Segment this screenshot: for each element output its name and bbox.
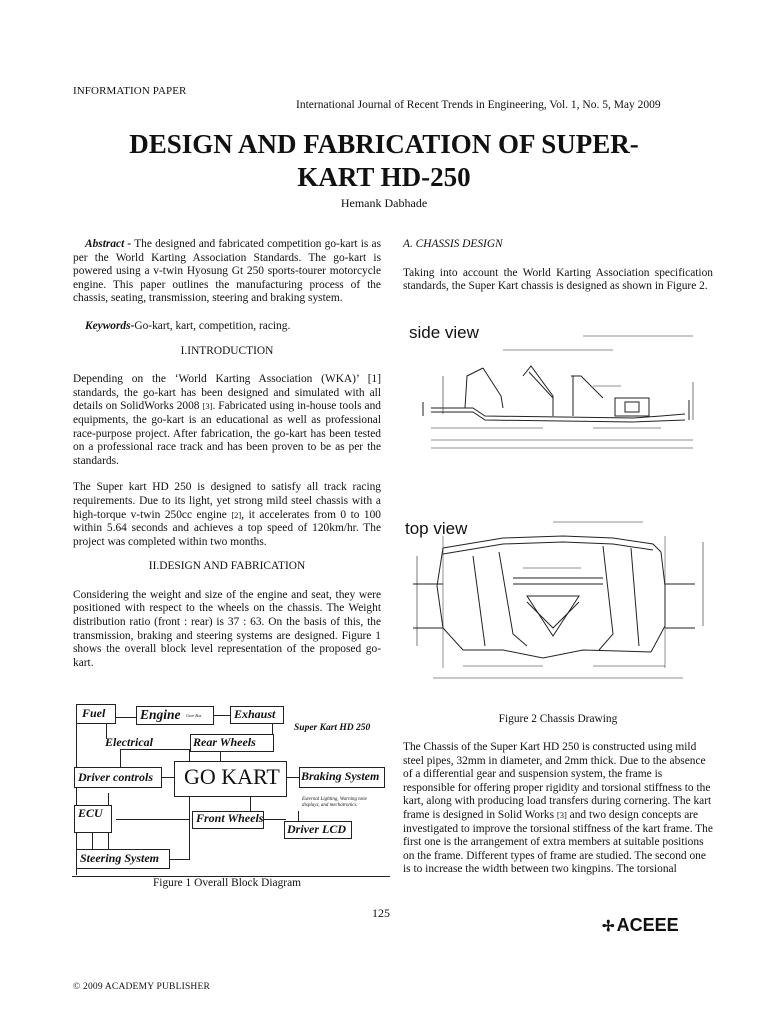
figure1-caption: Figure 1 Overall Block Diagram (152, 877, 302, 889)
connector-line (262, 819, 286, 820)
introduction-heading: I.INTRODUCTION (180, 344, 274, 357)
driver-controls-label: Driver controls (78, 770, 153, 784)
chassis-design-heading: A. CHASSIS DESIGN (403, 238, 503, 250)
engine-label: Engine (140, 707, 181, 722)
driver-lcd-label: Driver LCD (287, 822, 346, 836)
gearbox-label: Gear Box (186, 713, 202, 718)
ecu-label: ECU (78, 806, 103, 820)
go-kart-label: GO KART (184, 764, 280, 789)
rear-wheels-label: Rear Wheels (193, 735, 256, 749)
logo-mark-icon: ✢ (602, 918, 615, 935)
publisher-logo (602, 915, 679, 936)
title-line-1: DESIGN AND FABRICATION OF SUPER- (129, 129, 639, 159)
connector-line (160, 777, 174, 778)
side-view-drawing (409, 323, 693, 448)
design-heading: II.DESIGN AND FABRICATION (148, 560, 306, 573)
chassis-p2-text: The Chassis of the Super Kart HD 250 is constructed using mild steel pipes, 32mm in diameter, and 2mm thick. Due to the absence of a differential gear and suspension system, the frame is responsible for offering proper rigidity and torsional stiffness to the kart, along with producing load transfers during cornering. The kart frame is designed in Solid Works (403, 741, 712, 821)
top-view-drawing (405, 519, 703, 678)
connector-line (116, 819, 190, 820)
chassis-drawing-figure (403, 316, 715, 698)
braking-system-label: Braking System (301, 769, 380, 783)
paper-title (40, 128, 728, 194)
exhaust-label: Exhaust (234, 707, 276, 721)
side-view-label: side view (409, 323, 479, 342)
top-view-label: top view (405, 519, 468, 538)
chassis-paragraph-2 (403, 741, 713, 877)
connector-line (285, 777, 299, 778)
citation-ref: [2] (231, 509, 242, 520)
page-number: 125 (372, 906, 390, 920)
connector-line (120, 749, 121, 769)
left-column (73, 238, 381, 670)
super-kart-label: Super Kart HD 250 (294, 723, 371, 733)
title-line-2: KART HD-250 (297, 162, 471, 192)
front-wheels-label: Front Wheels (196, 811, 264, 825)
journal-reference: International Journal of Recent Trends in Engineering, Vol. 1, No. 5, May 2009 (296, 99, 661, 111)
intro-p2-text-cont: , it accelerates from 0 to 100 within 5.64 seconds and achieves a top speed of 120km/hr. The project was completed within two months. (73, 508, 381, 548)
steering-system-label: Steering System (80, 851, 160, 865)
intro-p1-text: Depending on the ‘World Karting Association (WKA)’ [1] standards, the go-kart has been designed and simulated with all details on SolidWorks 2008 (73, 373, 381, 413)
connector-line (250, 796, 251, 812)
keywords-label: Keywords- (85, 319, 135, 332)
abstract-text: The designed and fabricated competition go-kart is as per the World Karting Association Standards. The go-kart is powered using a v-twin Hyosung Gt 250 sports-tourer motorcycle engine. This paper outlines the manufacturing process of the chassis, seating, transmission, steering and braking system. (73, 238, 381, 305)
right-column-top (403, 238, 713, 294)
intro-p2-text: The Super kart HD 250 is designed to satisfy all track racing requirements. Due to its light, yet strong mild steel chassis with a high-torque v-twin 250cc engine (73, 481, 381, 521)
author: Hemank Dabhade (340, 196, 428, 210)
chassis-p2-text-cont: and two design concepts are investigated to improve the torsional stiffness of the kart frame. The first one is the arrangement of extra members at suitable positions on the frame. Different types of frame are studied. The second one is to increase the width between two kingpins. The torsional (403, 808, 713, 876)
electrical-label: Electrical (105, 735, 153, 749)
fuel-label: Fuel (82, 706, 106, 720)
logo-text: ACEEE (616, 915, 679, 935)
right-column-bottom (403, 741, 713, 877)
citation-ref: [3] (202, 401, 213, 412)
header-left: INFORMATION PAPER (73, 85, 187, 97)
block-diagram-figure (72, 701, 390, 877)
figure2-caption: Figure 2 Chassis Drawing (498, 713, 618, 725)
external-lighting-note: External Lighting, Warning tone displays, and mechatronics. (302, 797, 367, 808)
introduction-paragraph-2 (73, 481, 381, 549)
introduction-paragraph-1 (73, 373, 381, 468)
keywords-paragraph (73, 320, 381, 334)
connector-line (168, 859, 190, 860)
citation-ref: [3] (556, 809, 567, 820)
intro-p1-text-cont: . Fabricated using in-house tools and equipments, the go-kart is an educational as well as professional race-purpose project. After fabrication, the go-kart has been tested on a professional race track and has been proven to be as per the standards. (73, 400, 381, 467)
connector-line (212, 715, 230, 716)
keywords-text: Go-kart, kart, competition, racing. (134, 319, 291, 332)
chassis-paragraph-1: Taking into account the World Karting Association specification standards, the Super Kart chassis is designed as shown in Figure 2. (403, 266, 713, 293)
design-paragraph: Considering the weight and size of the engine and seat, they were positioned with respect to the wheels on the chassis. The Weight distribution ratio (front : rear) is 37 : 63. On the basis of this, the transmission, braking and steering systems are designed. Figure 1 shows the overall block level representation of the proposed go-kart. (73, 588, 381, 669)
footer-copyright: © 2009 ACADEMY PUBLISHER (73, 982, 211, 992)
abstract-label: Abstract - (85, 238, 132, 250)
abstract-paragraph (73, 238, 381, 306)
